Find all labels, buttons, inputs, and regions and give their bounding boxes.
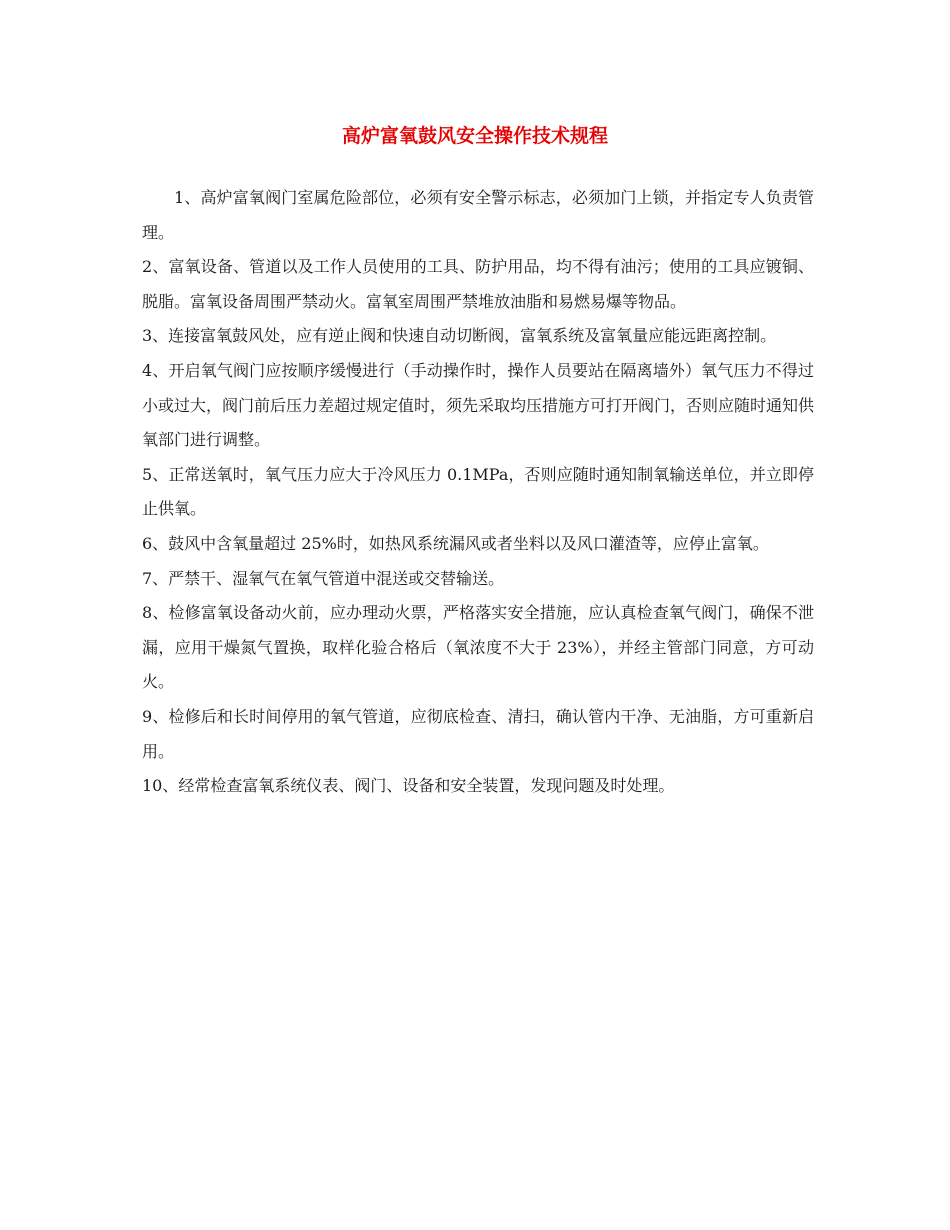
paragraph-9: 9、检修后和长时间停用的氧气管道，应彻底检查、清扫，确认管内干净、无油脂，方可重新启用。 bbox=[142, 706, 814, 761]
paragraph-2: 2、富氧设备、管道以及工作人员使用的工具、防护用品，均不得有油污；使用的工具应镀铜、脱脂。富氧设备周围严禁动火。富氧室周围严禁堆放油脂和易燃易爆等物品。 bbox=[142, 257, 814, 311]
paragraph-3: 3、连接富氧鼓风处，应有逆止阀和快速自动切断阀，富氧系统及富氧量应能远距离控制。 bbox=[142, 326, 777, 346]
document-body bbox=[142, 181, 814, 804]
paragraph-1: 1、高炉富氧阀门室属危险部位，必须有安全警示标志，必须加门上锁，并指定专人负责管理。 bbox=[142, 188, 814, 242]
paragraph-4: 4、开启氧气阀门应按顺序缓慢进行（手动操作时，操作人员要站在隔离墙外）氧气压力不得过小或过大，阀门前后压力差超过规定值时，须先采取均压措施方可打开阀门，否则应随时通知供氧部门进行调整。 bbox=[142, 360, 815, 450]
document-title: 高炉富氧鼓风安全操作技术规程 bbox=[341, 125, 608, 147]
paragraph-6: 6、鼓风中含氧量超过 25%时，如热风系统漏风或者坐料以及风口灌渣等，应停止富氧。 bbox=[142, 533, 769, 553]
paragraph-5: 5、正常送氧时，氧气压力应大于冷风压力 0.1MPa，否则应随时通知制氧输送单位，并立即停止供氧。 bbox=[142, 464, 814, 519]
paragraph-10: 10、经常检查富氧系统仪表、阀门、设备和安全装置，发现问题及时处理。 bbox=[142, 776, 675, 796]
paragraph-7: 7、严禁干、湿氧气在氧气管道中混送或交替输送。 bbox=[142, 568, 505, 588]
paragraph-8: 8、检修富氧设备动火前，应办理动火票，严格落实安全措施，应认真检查氧气阀门，确保不泄漏，应用干燥氮气置换，取样化验合格后（氧浓度不大于 23%），并经主管部门同意，方可动火。 bbox=[142, 603, 814, 692]
